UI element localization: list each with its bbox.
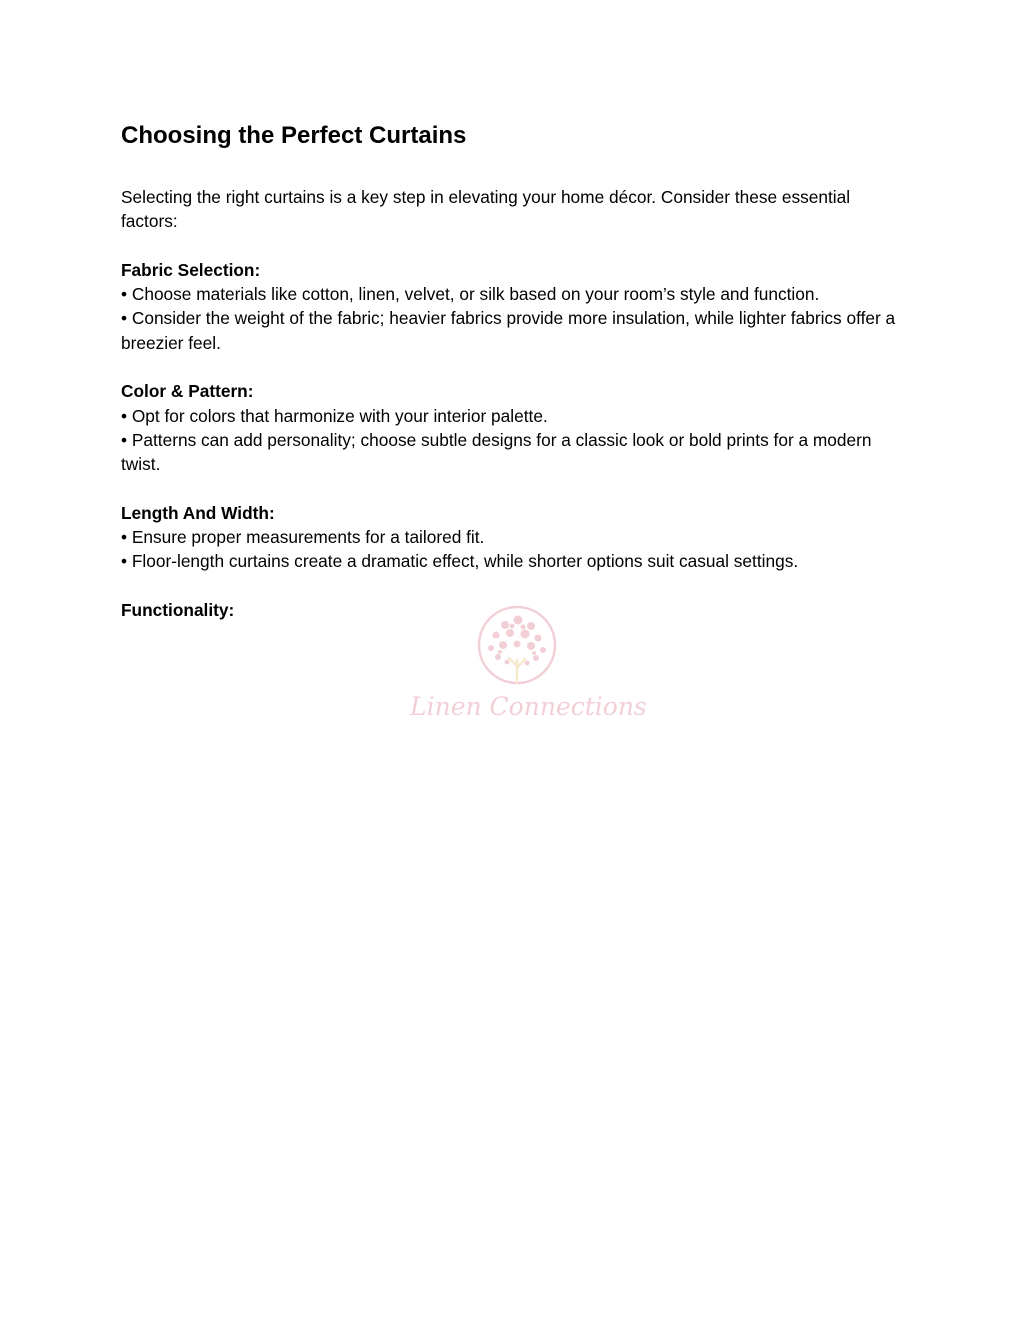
bullet-item: • Patterns can add personality; choose subtle designs for a classic look or bold prints for a modern twist. [121, 429, 872, 475]
watermark-text: Linen Connections [410, 692, 647, 721]
document-body [121, 185, 911, 622]
page-title: Choosing the Perfect Curtains [121, 122, 467, 149]
bullet-item: • Ensure proper measurements for a tailored fit. [121, 527, 485, 548]
watermark-logo [410, 600, 647, 730]
spacer [121, 574, 911, 598]
section-heading-length: Length And Width: [121, 502, 275, 523]
spacer [121, 234, 911, 258]
bullet-item: • Opt for colors that harmonize with your interior palette. [121, 405, 548, 426]
section-heading-fabric: Fabric Selection: [121, 259, 261, 280]
spacer [121, 355, 911, 379]
spacer [121, 477, 911, 501]
bullet-item: • Choose materials like cotton, linen, velvet, or silk based on your room’s style and function. [121, 284, 820, 305]
section-heading-functionality: Functionality: [121, 600, 235, 621]
bullet-item: • Floor-length curtains create a dramatic effect, while shorter options suit casual settings. [121, 551, 799, 572]
bullet-item: • Consider the weight of the fabric; heavier fabrics provide more insulation, while lighter fabrics offer a breezier feel. [121, 308, 896, 353]
section-heading-color: Color & Pattern: [121, 381, 254, 402]
intro-paragraph: Selecting the right curtains is a key step in elevating your home décor. Consider these essential factors: [121, 187, 851, 232]
